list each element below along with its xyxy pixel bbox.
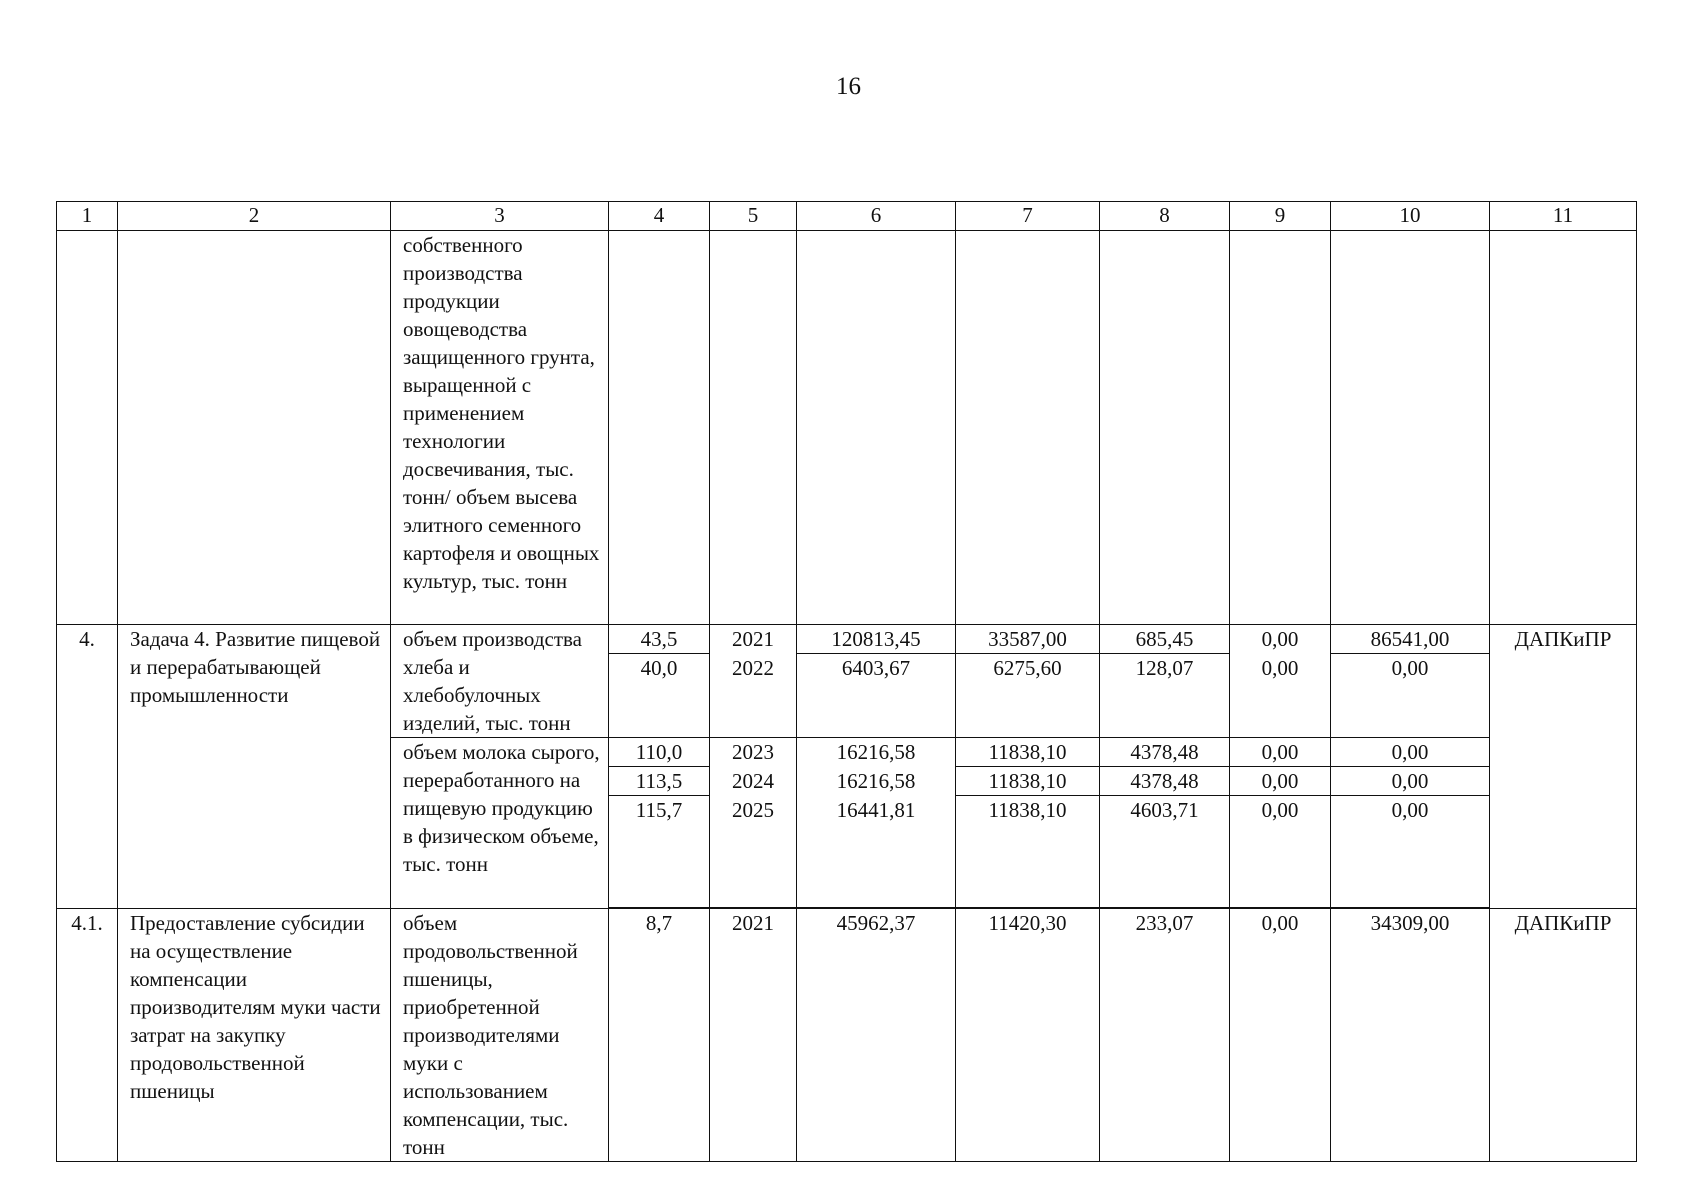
amount-total: 16216,58: [797, 738, 956, 767]
amount-col10: 0,00: [1331, 738, 1490, 767]
amount-col9: 0,00: [1230, 654, 1331, 738]
year-cell: 2021: [710, 625, 797, 654]
cell-empty: [710, 231, 797, 625]
continuation-row: [57, 231, 1637, 625]
amount-col7: 11838,10: [956, 796, 1100, 908]
amount-col8: 4603,71: [1100, 796, 1230, 908]
year-cell: 2021: [710, 909, 797, 1162]
amount-col7: 11838,10: [956, 767, 1100, 796]
col-num-9: 9: [1230, 202, 1331, 231]
table-row: [57, 909, 1637, 1162]
cell-empty: [609, 231, 710, 625]
amount-col8: 128,07: [1100, 654, 1230, 738]
row-number: 4.: [57, 625, 118, 909]
indicator-text: объем производства хлеба и хлебобулочных изделий, тыс. тонн: [391, 625, 609, 738]
amount-col9: 0,00: [1230, 625, 1331, 654]
col-num-2: 2: [118, 202, 391, 231]
col-num-1: 1: [57, 202, 118, 231]
amount-col10: 86541,00: [1331, 625, 1490, 654]
column-number-row: [57, 202, 1637, 231]
amount-col7: 33587,00: [956, 625, 1100, 654]
amount-col7: 11838,10: [956, 738, 1100, 767]
cell-empty: [1331, 231, 1490, 625]
cell-empty: [797, 231, 956, 625]
amount-col10: 0,00: [1331, 796, 1490, 908]
cell-empty: [1490, 231, 1637, 625]
cell-empty: [1100, 231, 1230, 625]
col-num-5: 5: [710, 202, 797, 231]
cell-empty: [1230, 231, 1331, 625]
amount-total: 16441,81: [797, 796, 956, 908]
indicator-text: объем продовольственной пшеницы, приобретенной производителями муки с использованием компенсации, тыс. тонн: [391, 909, 609, 1162]
col-num-6: 6: [797, 202, 956, 231]
page-number: 16: [836, 73, 861, 100]
amount-total: 6403,67: [797, 654, 956, 738]
amount-col7: 6275,60: [956, 654, 1100, 738]
col-num-11: 11: [1490, 202, 1637, 231]
task-name: Предоставление субсидии на осуществление компенсации производителям муки части затрат на закупку продовольственной пшеницы: [118, 909, 391, 1162]
amount-col7: 11420,30: [956, 909, 1100, 1162]
year-cell: 2024: [710, 767, 797, 796]
amount-col9: 0,00: [1230, 796, 1331, 908]
col-num-3: 3: [391, 202, 609, 231]
executor-cell: ДАПКиПР: [1490, 909, 1637, 1162]
task-name: Задача 4. Развитие пищевой и перерабатывающей промышленности: [118, 625, 391, 909]
amount-total: 45962,37: [797, 909, 956, 1162]
indicator-value: 113,5: [609, 767, 710, 796]
continued-indicator-text: собственного производства продукции овощеводства защищенного грунта, выращенной с применением технологии досвечивания, тыс. тонн/ объем высева элитного семенного картофеля и овощных культур, тыс. тонн: [391, 231, 609, 625]
col-num-7: 7: [956, 202, 1100, 231]
amount-col10: 0,00: [1331, 767, 1490, 796]
amount-col8: 4378,48: [1100, 767, 1230, 796]
indicator-value: 40,0: [609, 654, 710, 738]
amount-col8: 4378,48: [1100, 738, 1230, 767]
amount-total: 120813,45: [797, 625, 956, 654]
amount-col9: 0,00: [1230, 738, 1331, 767]
cell-empty: [57, 231, 118, 625]
year-cell: 2023: [710, 738, 797, 767]
amount-total: 16216,58: [797, 767, 956, 796]
amount-col9: 0,00: [1230, 767, 1331, 796]
col-num-10: 10: [1331, 202, 1490, 231]
col-num-4: 4: [609, 202, 710, 231]
year-cell: 2022: [710, 654, 797, 738]
table-row: [57, 625, 1637, 654]
amount-col9: 0,00: [1230, 909, 1331, 1162]
amount-col10: 0,00: [1331, 654, 1490, 738]
amount-col8: 233,07: [1100, 909, 1230, 1162]
amount-col8: 685,45: [1100, 625, 1230, 654]
cell-empty: [956, 231, 1100, 625]
cell-empty: [118, 231, 391, 625]
amount-col10: 34309,00: [1331, 909, 1490, 1162]
indicator-value: 115,7: [609, 796, 710, 908]
program-table: [56, 201, 1637, 1162]
row-number: 4.1.: [57, 909, 118, 1162]
indicator-value: 8,7: [609, 909, 710, 1162]
executor-cell: ДАПКиПР: [1490, 625, 1637, 909]
indicator-text: объем молока сырого, переработанного на пищевую продукцию в физическом объеме, тыс. тонн: [391, 738, 609, 909]
year-cell: 2025: [710, 796, 797, 908]
col-num-8: 8: [1100, 202, 1230, 231]
indicator-value: 110,0: [609, 738, 710, 767]
indicator-value: 43,5: [609, 625, 710, 654]
